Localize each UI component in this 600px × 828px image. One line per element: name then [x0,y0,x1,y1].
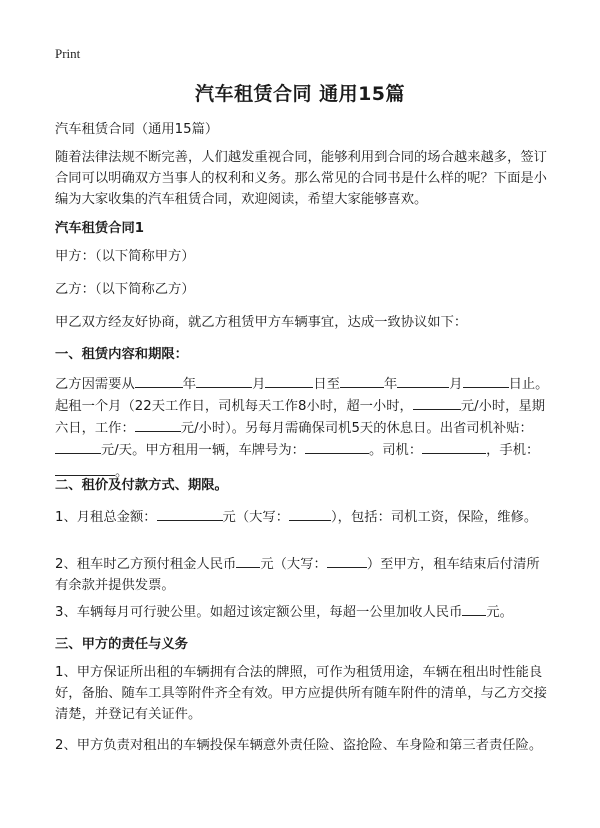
text-run: 日至 [313,377,340,392]
blank-field [289,506,331,521]
text-run: 。司机： [368,443,423,458]
text-run: 乙方因需要从 [55,377,135,392]
blank-field [135,373,183,388]
text-run: 1、月租总金额： [55,510,157,525]
text-run: 。起租一个月（22天工作日，司机每天工作8小时，超一小时， [55,377,549,414]
blank-field [55,461,115,476]
blank-field [265,373,313,388]
text-run: 元/小时）。另每月需确保司机5天的休息日。出省司机补贴： [180,421,533,436]
print-link[interactable]: Print [55,46,81,61]
blank-field [340,373,384,388]
blank-field [413,395,461,410]
blank-field [463,373,509,388]
section-3-item-2: 2、甲方负责对租出的车辆投保车辆意外责任险、盗抢险、车身险和第三者责任险。 [55,738,543,753]
blank-field [422,439,486,454]
text-run: 元/小时，星期六日，工作： [55,399,546,436]
blank-field [135,417,181,432]
section-3-item-1: 1、甲方保证所出租的车辆拥有合法的牌照，可作为租赁用途，车辆在租出时性能良好，备胎、随车工具等附件齐全有效。甲方应提供所有随车附件的清单，与乙方交接清楚，并登记有关证件。 [55,665,547,722]
section-3-heading: 三、甲方的责任与义务 [55,637,188,652]
blank-field [397,373,449,388]
section-2-item-3 [55,601,550,623]
blank-field [305,439,369,454]
section-2-item-1 [55,506,550,528]
text-run: 。 [115,465,129,480]
intro-paragraph: 随着法律法规不断完善，人们越发重视合同，能够利用到合同的场合越来越多，签订合同可以明确双方当事人的权利和义务。那么常见的合同书是什么样的呢？下面是小编为大家收集的汽车租赁合同，欢迎阅读，希望大家能够喜欢。 [55,150,547,207]
text-run: 元。 [486,605,513,620]
agreement-line: 甲乙双方经友好协商，就乙方租赁甲方车辆事宜，达成一致协议如下： [55,315,468,330]
text-run: 月 [449,377,463,392]
blank-field [236,553,260,568]
section-1-paragraph [55,373,550,483]
text-run: ）至甲方，租车结束后付清所有余款并提供发票。 [55,557,540,593]
text-run: 3、车辆每月可行驶公里。如超过该定额公里，每超一公里加收人民币 [55,605,463,620]
text-run: 日止 [508,377,536,392]
document-subtitle: 汽车租赁合同（通用15篇） [55,122,219,137]
text-run: 元/天。甲方租用一辆，车牌号为： [101,443,305,458]
section-2-heading: 二、租价及付款方式、期限。 [55,478,228,493]
text-run: 年 [383,377,398,392]
blank-field [462,601,486,616]
text-run: 年 [182,377,197,392]
text-run: 元（大写： [222,510,290,525]
party-a-line: 甲方：（以下简称甲方） [55,249,195,264]
text-run: 2、租车时乙方预付租金人民币 [55,557,237,572]
blank-field [55,439,101,454]
section-2-item-2 [55,553,550,596]
blank-field [327,553,367,568]
text-run: ），包括：司机工资，保险，维修。 [331,510,538,525]
party-b-line: 乙方：（以下简称乙方） [55,282,195,297]
blank-field [157,506,223,521]
blank-field [196,373,252,388]
text-run: 元（大写： [260,557,327,572]
section-1-heading: 一、租赁内容和期限： [55,347,188,362]
document-title: 汽车租赁合同 通用15篇 [194,83,406,105]
text-run: ，手机： [486,443,540,458]
contract-heading: 汽车租赁合同1 [55,221,145,236]
text-run: 月 [252,377,266,392]
